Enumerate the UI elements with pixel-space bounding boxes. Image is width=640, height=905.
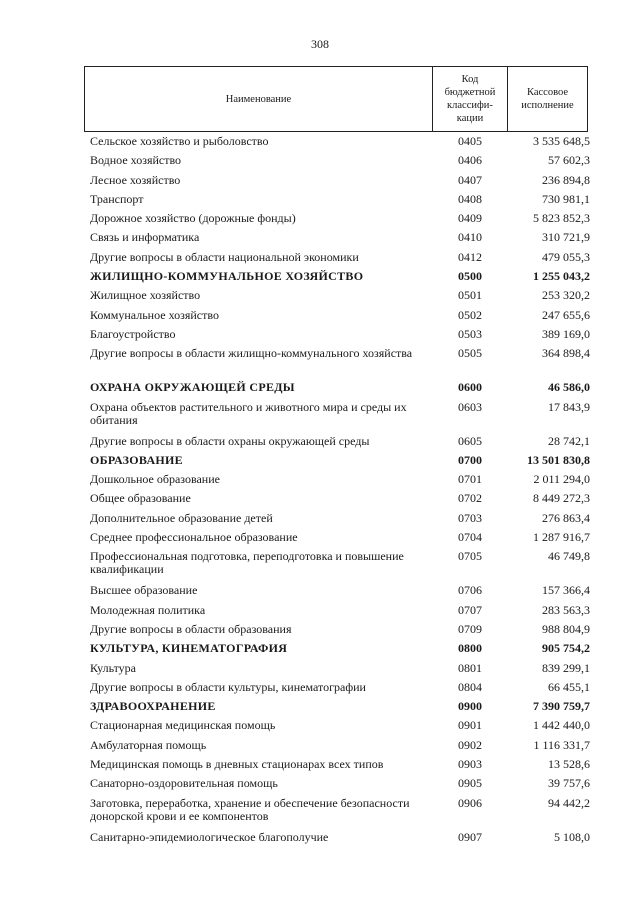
table-row	[0, 347, 640, 381]
row-name: Другие вопросы в области национальной экономики	[90, 249, 359, 264]
row-amount: 1 442 440,0	[533, 718, 590, 733]
table-row	[0, 309, 640, 328]
row-amount: 364 898,4	[542, 346, 590, 361]
row-amount: 247 655,6	[542, 307, 590, 322]
table-row	[0, 758, 640, 777]
row-code: 0707	[458, 602, 482, 617]
row-amount: 8 449 272,3	[533, 491, 590, 506]
row-amount: 39 757,6	[548, 776, 590, 791]
row-code: 0702	[458, 491, 482, 506]
row-code: 0804	[458, 679, 482, 694]
table-row	[0, 435, 640, 454]
row-code: 0900	[458, 699, 482, 714]
row-amount: 988 804,9	[542, 621, 590, 636]
row-name: Связь и информатика	[90, 230, 200, 245]
row-name: Стационарная медицинская помощь	[90, 718, 276, 733]
row-amount: 905 754,2	[542, 641, 590, 656]
row-code: 0502	[458, 307, 482, 322]
table-row	[0, 584, 640, 603]
header-amount: Кассовое исполнение	[521, 87, 574, 111]
row-name: ЖИЛИЩНО-КОММУНАЛЬНОЕ ХОЗЯЙСТВО	[90, 269, 364, 284]
row-code: 0703	[458, 510, 482, 525]
row-code: 0901	[458, 718, 482, 733]
row-amount: 730 981,1	[542, 191, 590, 206]
row-name: Медицинская помощь в дневных стационарах всех типов	[90, 757, 384, 772]
row-amount: 389 169,0	[542, 326, 590, 341]
row-code: 0902	[458, 737, 482, 752]
table-row	[0, 719, 640, 738]
row-code: 0500	[458, 269, 482, 284]
row-code: 0501	[458, 288, 482, 303]
row-amount: 2 011 294,0	[533, 472, 590, 487]
row-code: 0906	[458, 795, 482, 810]
table-row	[0, 831, 640, 850]
table-row	[0, 328, 640, 347]
row-amount: 7 390 759,7	[533, 699, 590, 714]
row-code: 0407	[458, 172, 482, 187]
row-code: 0603	[458, 399, 482, 414]
table-row	[0, 251, 640, 270]
row-name: Среднее профессиональное образование	[90, 530, 298, 545]
table-row	[0, 550, 640, 584]
row-amount: 3 535 648,5	[533, 134, 590, 148]
row-amount: 94 442,2	[548, 795, 590, 810]
row-amount: 1 287 916,7	[533, 530, 590, 545]
row-amount: 283 563,3	[542, 602, 590, 617]
table-body	[0, 135, 640, 850]
row-code: 0605	[458, 433, 482, 448]
table-row	[0, 662, 640, 681]
row-amount: 310 721,9	[542, 230, 590, 245]
row-name: Благоустройство	[90, 326, 176, 341]
table-section-row	[0, 381, 640, 400]
row-code: 0704	[458, 530, 482, 545]
table-row	[0, 473, 640, 492]
row-code: 0505	[458, 346, 482, 361]
row-code: 0705	[458, 549, 482, 564]
row-amount: 13 501 830,8	[527, 452, 590, 467]
row-amount: 5 108,0	[554, 829, 590, 844]
row-code: 0503	[458, 326, 482, 341]
row-amount: 28 742,1	[548, 433, 590, 448]
row-name: Общее образование	[90, 491, 191, 506]
row-name: Другие вопросы в области охраны окружающей среды	[90, 433, 370, 448]
row-amount: 253 320,2	[542, 288, 590, 303]
row-name: Высшее образование	[90, 583, 198, 598]
row-amount: 1 255 043,2	[533, 269, 590, 284]
table-row	[0, 401, 640, 435]
row-code: 0409	[458, 211, 482, 226]
table-section-row	[0, 642, 640, 661]
table-row	[0, 797, 640, 831]
header-name: Наименование	[85, 67, 433, 131]
row-code: 0800	[458, 641, 482, 656]
row-code: 0408	[458, 191, 482, 206]
row-amount: 5 823 852,3	[533, 211, 590, 226]
row-amount: 479 055,3	[542, 249, 590, 264]
row-code: 0406	[458, 153, 482, 168]
table-section-row	[0, 700, 640, 719]
row-name: Культура	[90, 660, 136, 675]
row-amount: 839 299,1	[542, 660, 590, 675]
table-row	[0, 739, 640, 758]
row-code: 0600	[458, 380, 482, 395]
row-name: КУЛЬТУРА, КИНЕМАТОГРАФИЯ	[90, 641, 288, 656]
row-code: 0706	[458, 583, 482, 598]
row-code: 0903	[458, 757, 482, 772]
row-amount: 276 863,4	[542, 510, 590, 525]
row-amount: 1 116 331,7	[533, 737, 590, 752]
row-amount: 66 455,1	[548, 679, 590, 694]
table-row	[0, 777, 640, 796]
table-row	[0, 135, 640, 154]
table-row	[0, 174, 640, 193]
row-code: 0700	[458, 452, 482, 467]
row-name: Санаторно-оздоровительная помощь	[90, 776, 278, 791]
row-amount: 17 843,9	[548, 399, 590, 414]
table-section-row	[0, 454, 640, 473]
row-code: 0907	[458, 829, 482, 844]
table-header	[84, 66, 588, 132]
row-name: Амбулаторная помощь	[90, 737, 207, 752]
row-name: Дорожное хозяйство (дорожные фонды)	[90, 211, 296, 226]
row-name: Сельское хозяйство и рыболовство	[90, 134, 269, 148]
table-row	[0, 681, 640, 700]
row-name: ЗДРАВООХРАНЕНИЕ	[90, 699, 216, 714]
row-name: Дополнительное образование детей	[90, 510, 273, 525]
row-amount: 157 366,4	[542, 583, 590, 598]
table-row	[0, 623, 640, 642]
row-name: ОБРАЗОВАНИЕ	[90, 452, 183, 467]
row-code: 0801	[458, 660, 482, 675]
table-section-row	[0, 270, 640, 289]
row-name: Охрана объектов растительного и животного мира и среды их обитания	[90, 399, 407, 427]
row-name: Транспорт	[90, 191, 144, 206]
table-row	[0, 193, 640, 212]
row-code: 0405	[458, 134, 482, 148]
row-name: Водное хозяйство	[90, 153, 182, 168]
page-number: 308	[311, 37, 329, 51]
row-name: Заготовка, переработка, хранение и обеспечение безопасности донорской крови и ее компонентов	[90, 795, 410, 823]
table-row	[0, 512, 640, 531]
row-name: Дошкольное образование	[90, 472, 220, 487]
row-name: Другие вопросы в области культуры, кинематографии	[90, 679, 366, 694]
table-row	[0, 289, 640, 308]
row-name: Жилищное хозяйство	[90, 288, 201, 303]
row-code: 0905	[458, 776, 482, 791]
table-row	[0, 231, 640, 250]
row-name: Профессиональная подготовка, переподготовка и повышение квалификации	[90, 549, 404, 577]
table-row	[0, 492, 640, 511]
row-amount: 13 528,6	[548, 757, 590, 772]
row-code: 0410	[458, 230, 482, 245]
row-code: 0701	[458, 472, 482, 487]
row-name: ОХРАНА ОКРУЖАЮЩЕЙ СРЕДЫ	[90, 380, 295, 395]
row-name: Молодежная политика	[90, 602, 206, 617]
row-amount: 57 602,3	[548, 153, 590, 168]
row-amount: 46 749,8	[548, 549, 590, 564]
row-amount: 236 894,8	[542, 172, 590, 187]
table-row	[0, 604, 640, 623]
row-name: Санитарно-эпидемиологическое благополучие	[90, 829, 329, 844]
row-name: Другие вопросы в области образования	[90, 621, 292, 636]
row-name: Другие вопросы в области жилищно-коммунального хозяйства	[90, 346, 413, 361]
row-name: Коммунальное хозяйство	[90, 307, 219, 322]
row-name: Лесное хозяйство	[90, 172, 181, 187]
table-row	[0, 531, 640, 550]
row-code: 0412	[458, 249, 482, 264]
row-amount: 46 586,0	[548, 380, 590, 395]
table-row	[0, 212, 640, 231]
row-code: 0709	[458, 621, 482, 636]
header-code: Код бюджетной классифи- кации	[433, 67, 508, 131]
table-row	[0, 154, 640, 173]
